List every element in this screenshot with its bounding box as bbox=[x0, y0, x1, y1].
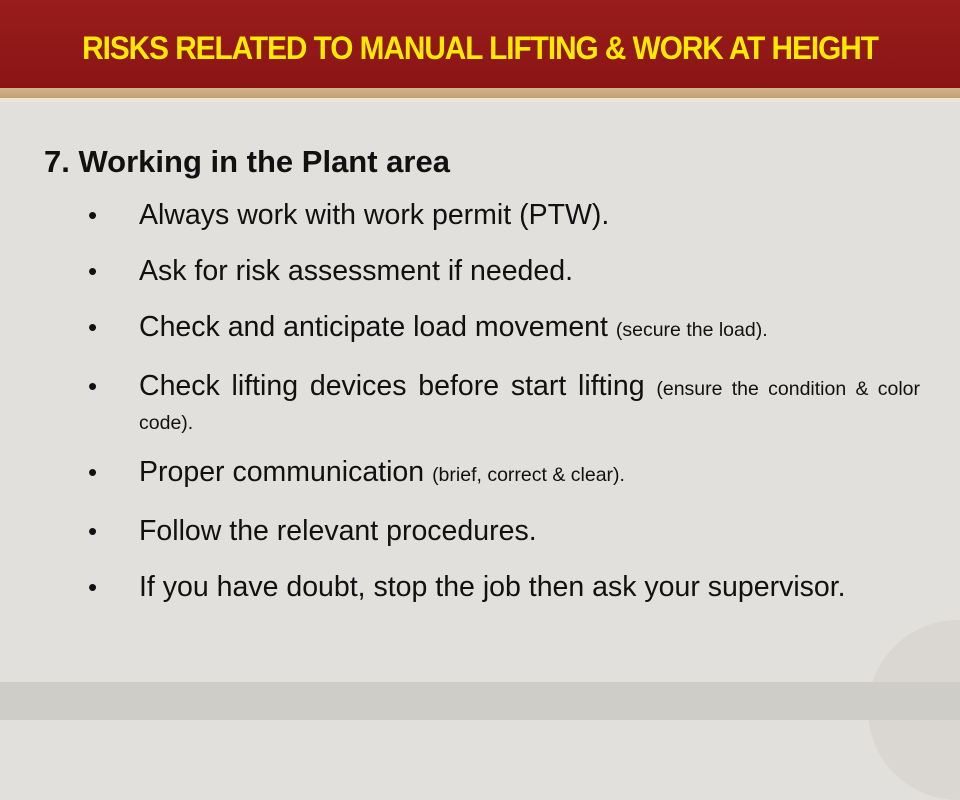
bullet-text: Check lifting devices before start lifting bbox=[139, 370, 645, 402]
bullet-dot-icon: • bbox=[88, 200, 98, 230]
bullet-item bbox=[88, 369, 920, 437]
bullet-dot-icon: • bbox=[88, 516, 98, 546]
bullet-item bbox=[88, 514, 920, 548]
bullet-dot-icon: • bbox=[88, 457, 98, 487]
bullet-item bbox=[88, 455, 920, 492]
bullet-dot-icon: • bbox=[88, 256, 98, 286]
bullet-note: (brief, correct & clear). bbox=[432, 464, 625, 486]
bullet-item bbox=[88, 198, 920, 232]
title-bar bbox=[0, 0, 960, 88]
bullet-text: Check and anticipate load movement bbox=[139, 311, 608, 343]
footer-band bbox=[0, 682, 960, 720]
bullet-text: Follow the relevant procedures. bbox=[139, 515, 537, 547]
bullet-text: Always work with work permit (PTW). bbox=[139, 199, 610, 231]
title-accent-highlight bbox=[0, 98, 960, 102]
bullet-item bbox=[88, 310, 920, 347]
bullet-text: If you have doubt, stop the job then ask your supervisor. bbox=[139, 571, 846, 603]
title-accent-stripe bbox=[0, 88, 960, 98]
section-heading: 7. Working in the Plant area bbox=[44, 144, 450, 179]
bullet-item bbox=[88, 570, 920, 604]
bullet-text: Ask for risk assessment if needed. bbox=[139, 255, 574, 287]
bullet-text: Proper communication bbox=[139, 456, 425, 488]
bullet-item bbox=[88, 254, 920, 288]
bullet-note: (ensure the condition & color code). bbox=[139, 378, 920, 434]
bullet-list bbox=[88, 198, 920, 626]
bullet-note: (secure the load). bbox=[615, 319, 768, 341]
bullet-dot-icon: • bbox=[88, 371, 98, 401]
bullet-dot-icon: • bbox=[88, 312, 98, 342]
bullet-dot-icon: • bbox=[88, 572, 98, 602]
slide-title: RISKS RELATED TO MANUAL LIFTING & WORK AT HEIGHT bbox=[82, 30, 878, 66]
